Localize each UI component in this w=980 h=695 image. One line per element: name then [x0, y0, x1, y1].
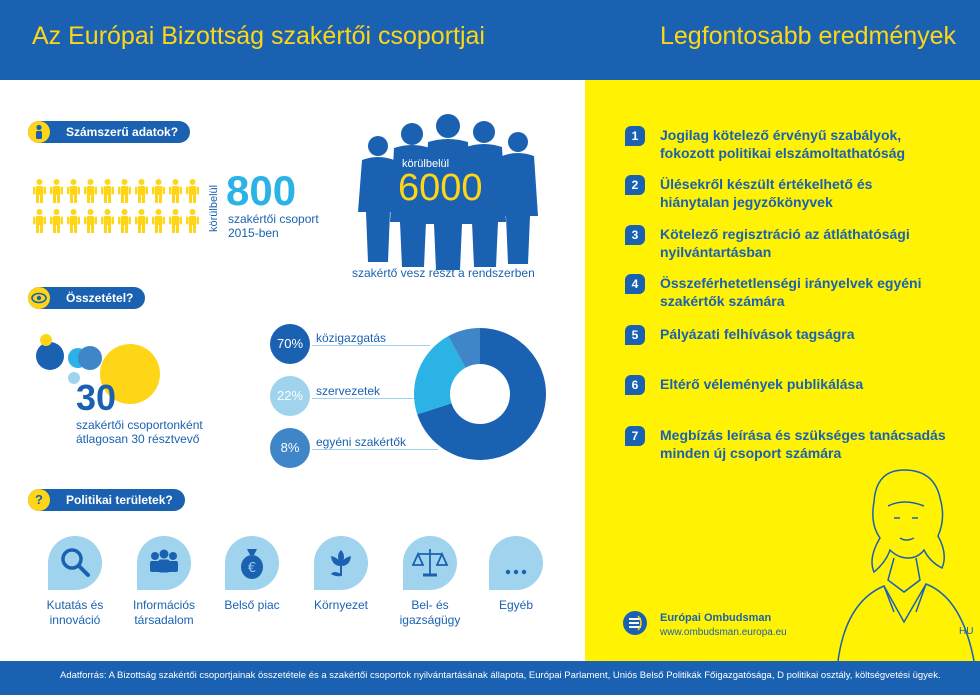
people-icon — [137, 536, 191, 590]
average-caption: szakértői csoportonként — [76, 418, 203, 432]
ombudsman-url[interactable]: www.ombudsman.europa.eu — [660, 627, 787, 638]
person-figure-icon — [101, 208, 114, 234]
person-figure-icon — [118, 178, 131, 204]
person-figure-icon — [186, 178, 199, 204]
result-item-7: Megbízás leírása és szükséges tanácsadás minden új csoport számára — [660, 427, 946, 461]
result-item-1: Jogilag kötelező érvényű szabályok, fokozott politikai elszámoltathatóság — [660, 127, 906, 161]
question-icon: ? — [28, 489, 50, 511]
section-pill-numbers — [28, 121, 190, 143]
section-pill-policy — [28, 489, 185, 511]
ombudsman-logo — [622, 610, 648, 636]
person-figure-icon — [67, 208, 80, 234]
person-figure-icon — [50, 178, 63, 204]
svg-text:€: € — [247, 561, 257, 576]
legend-divider — [312, 398, 422, 399]
result-number-6: 6 — [625, 375, 645, 395]
ombudsman-portrait-illustration — [828, 462, 980, 661]
result-item-2: Ülésekről készült értékelhető és hiánytalan jegyzőkönyvek — [660, 176, 873, 210]
result-item-4: Összeférhetetlenségi irányelvek egyéni szakértők számára — [660, 275, 922, 309]
result-item-5: Pályázati felhívások tagságra — [660, 326, 855, 342]
experts-caption: szakértő vesz részt a rendszerben — [352, 266, 535, 280]
person-figure-icon — [84, 178, 97, 204]
policy-label-information-society: Információs társadalom — [132, 598, 196, 627]
policy-label-environment: Környezet — [313, 598, 369, 612]
experts-korulbelul-label: körülbelül — [402, 158, 450, 170]
person-figure-icon — [135, 178, 148, 204]
person-figure-icon — [152, 208, 165, 234]
person-figure-icon — [50, 208, 63, 234]
groups-year: 2015-ben — [228, 226, 279, 240]
more-icon — [489, 536, 543, 590]
legend-label-public-admin: közigazgatás — [316, 331, 387, 345]
pill-label: Számszerű adatok? — [66, 125, 179, 139]
result-item-3: Kötelező regisztráció az átláthatósági nyilvántartásban — [660, 226, 910, 260]
person-figure-icon — [118, 208, 131, 234]
euro-bag-icon — [225, 536, 279, 590]
policy-label-justice: Bel- és igazságügy — [399, 598, 461, 627]
person-figure-icon — [169, 178, 182, 204]
person-figure-icon — [67, 178, 80, 204]
percent-badge-public-admin: 70% — [270, 324, 310, 364]
policy-label-research: Kutatás és innováció — [46, 598, 104, 627]
groups-caption: szakértői csoport — [228, 212, 319, 226]
korulbelul-label: körülbelül — [208, 184, 220, 232]
language-code: HU — [959, 626, 974, 637]
person-figure-icon — [152, 178, 165, 204]
result-number-5: 5 — [625, 325, 645, 345]
percent-badge-organisations: 22% — [270, 376, 310, 416]
policy-label-internal-market: Belső piac — [224, 598, 280, 612]
flower-icon — [314, 536, 368, 590]
experts-count: 6000 — [398, 167, 483, 209]
legend-label-organisations: szervezetek — [316, 384, 381, 398]
person-figure-icon — [101, 178, 114, 204]
groups-count: 800 — [226, 167, 297, 214]
result-number-1: 1 — [625, 126, 645, 146]
composition-donut-chart — [410, 324, 550, 464]
eye-icon — [28, 287, 50, 309]
percent-badge-individual: 8% — [270, 428, 310, 468]
person-figure-icon — [84, 208, 97, 234]
pill-label: Politikai területek? — [66, 493, 173, 507]
scales-icon — [403, 536, 457, 590]
result-number-3: 3 — [625, 225, 645, 245]
result-item-6: Eltérő vélemények publikálása — [660, 376, 864, 392]
person-figure-icon — [186, 208, 199, 234]
person-icon — [28, 121, 50, 143]
source-note: Adatforrás: A Bizottság szakértői csoportjainak összetétele és a szakértői csoportok nyilvántartásának állapota, Európai Parlament, Uniós Belső Politikák Főigazgatósága, D politikai osztály, költségvetési ügyek. — [60, 670, 941, 681]
page-title: Az Európai Bizottság szakértői csoportjai — [32, 22, 485, 50]
results-title: Legfontosabb eredmények — [660, 22, 957, 50]
legend-label-individual: egyéni szakértők — [316, 435, 407, 449]
person-figure-icon — [135, 208, 148, 234]
policy-label-other: Egyéb — [498, 598, 534, 612]
average-caption-2: átlagosan 30 résztvevő — [76, 432, 200, 446]
pill-label: Összetétel? — [66, 291, 134, 305]
person-figure-icon — [169, 208, 182, 234]
result-number-7: 7 — [625, 426, 645, 446]
result-number-2: 2 — [625, 175, 645, 195]
ombudsman-name: Európai Ombudsman — [660, 612, 772, 624]
magnifier-icon — [48, 536, 102, 590]
result-number-4: 4 — [625, 274, 645, 294]
person-figure-icon — [33, 178, 46, 204]
average-number: 30 — [76, 377, 117, 418]
person-figure-icon — [33, 208, 46, 234]
